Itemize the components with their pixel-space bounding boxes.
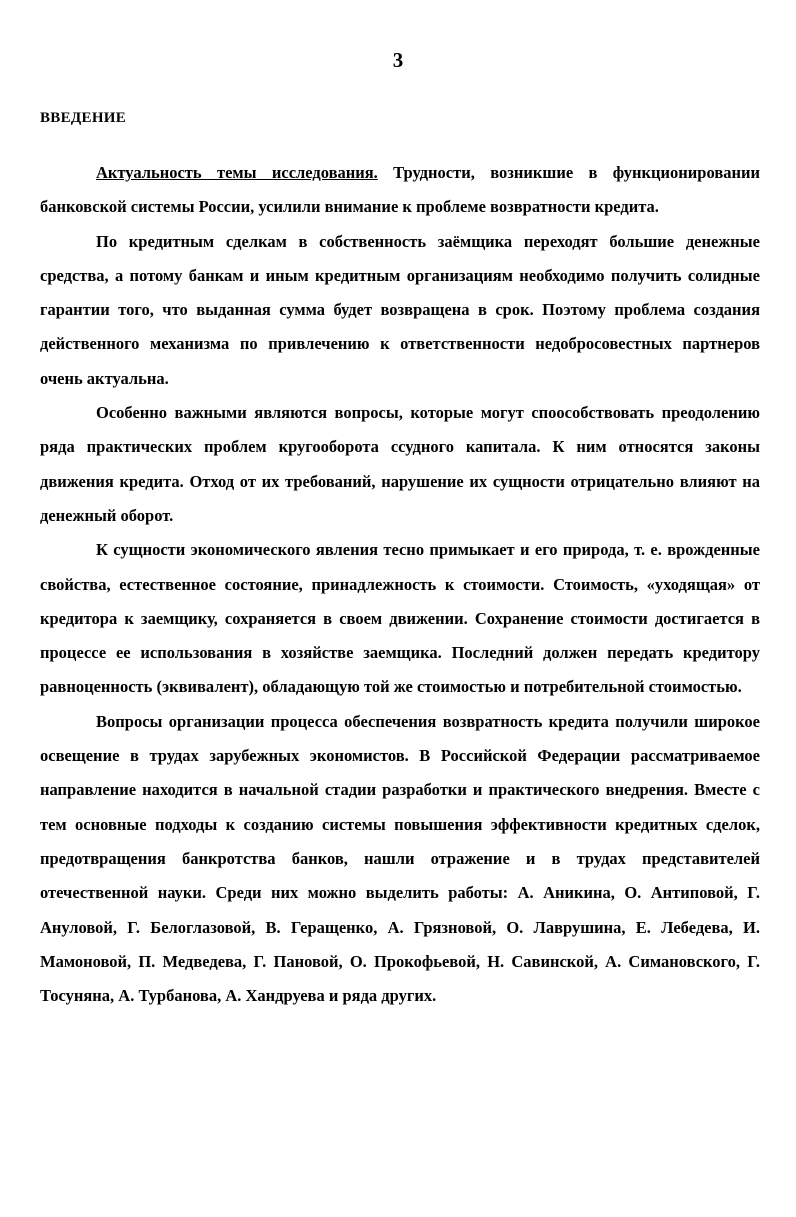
paragraph-2: По кредитным сделкам в собственность заёмщика переходят большие денежные средства, а потому банкам и иным кредитным организациям необходимо получить солидные гарантии того, что выданная сумма будет возвращена в срок. Поэтому проблема создания действенного механизма по привлечению к ответственности недобросовестных партнеров очень актуальна. <box>40 231 760 388</box>
paragraph-3: Особенно важными являются вопросы, которые могут споособствовать преодолению ряда практических проблем кругооборота ссудного капитала. К ним относятся законы движения кредита. Отход от их требований, нарушение их сущности отрицательно влияют на денежный оборот. <box>40 403 760 525</box>
paragraph-1-text: Трудности, возникшие в функционировании банковской системы России, усилили внимание к проблеме возвратности кредита. <box>40 163 760 217</box>
page-number: 3 <box>392 48 404 72</box>
topic-relevance-label: Актуальность темы исследования. <box>96 163 378 182</box>
section-heading: ВВЕДЕНИЕ <box>40 110 127 126</box>
body-text <box>40 156 760 1013</box>
paragraph-1 <box>40 156 760 225</box>
paragraph-5: Вопросы организации процесса обеспечения возвратность кредита получили широкое освещение в трудах зарубежных экономистов. В Российской Федерации рассматриваемое направление находится в начальной стадии разработки и практического внедрения. Вместе с тем основные подходы к созданию системы повышения эффективности кредитных сделок, предотвращения банкротства банков, нашли отражение и в трудах представителей отечественной науки. Среди них можно выделить работы: А. Аникина, О. Антиповой, Г. Ануловой, Г. Белоглазовой, В. Геращенко, А. Грязновой, О. Лаврушина, Е. Лебедева, И. Мамоновой, П. Медведева, Г. Пановой, О. Прокофьевой, Н. Савинской, А. Симановского, Г. Тосуняна, А. Турбанова, А. Хандруева и ряда других. <box>40 711 760 1006</box>
paragraph-4: К сущности экономического явления тесно примыкает и его природа, т. е. врожденные свойства, естественное состояние, принадлежность к стоимости. Стоимость, «уходящая» от кредитора к заемщику, сохраняется в своем движении. Сохранение стоимости достигается в процессе ее использования в хозяйстве заемщика. Последний должен передать кредитору равноценность (эквивалент), обладающую той же стоимостью и потребительной стоимостью. <box>40 540 760 697</box>
